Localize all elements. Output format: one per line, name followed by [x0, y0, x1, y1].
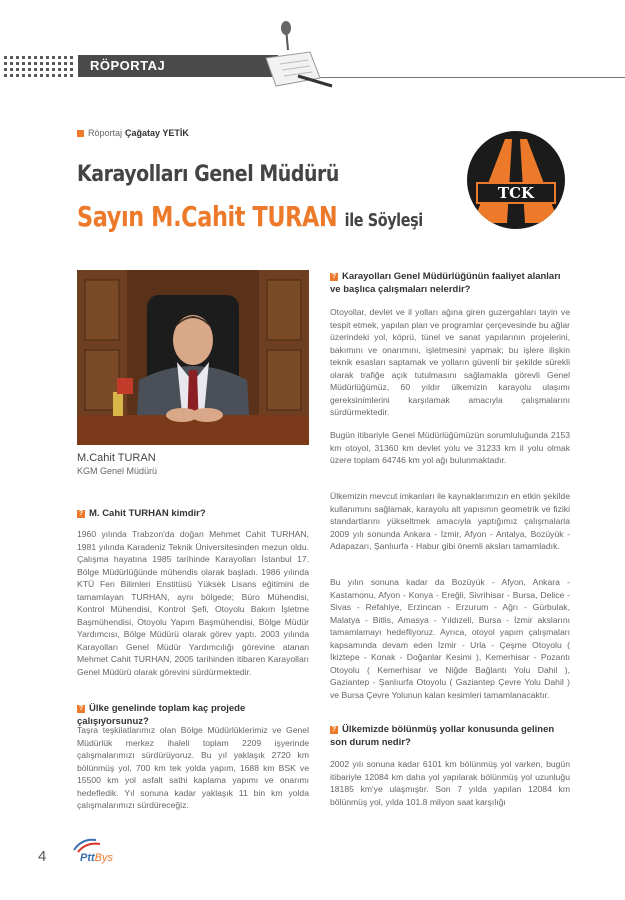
tck-logo [467, 131, 565, 229]
question-mark-icon: ? [331, 273, 337, 280]
question-mark-icon: ? [331, 726, 337, 733]
byline-prefix: Röportaj [88, 128, 123, 138]
question-text: Ülke genelinde toplam kaç projede çalışıyorsunuz? [77, 703, 246, 727]
answer-paragraph: 1960 yılında Trabzon'da doğan Mehmet Cahit TURHAN, 1981 yılında Karadeniz Teknik Üniversitesinden mezun oldu. Çalışma hayatına 1985 tarihinde Karayolları İstanbul 17. Bölge Müdürlüğünde mühendis olarak başladı. 1986 yılında KTÜ Fen Bilimleri Enstitüsü Yüksek Lisans eğitimini de tamamlayan TURHAN, aynı bölgede; Büro Mühendisi, Kontrol Mühendisi, Kontrol Şefi, Otoyolu Bakım İşletme Başmühendisi, Otoyolu Yapım Başmühendisi, Bölge Müdür Yardımcısı, Bölge Müdürü olarak görev yaptı. 2003 yılında Karayolları Genel Müdür Yardımcılığı görevine atanan Mehmet Cahit TURHAN, 2005 tarihinden itibaren Karayolları Genel Müdürü olarak görevini sürdürmektedir. [77, 529, 309, 677]
question-heading [330, 723, 570, 749]
photo-caption-role: KGM Genel Müdürü [77, 466, 158, 476]
title-suffix: ile Söyleşi [344, 210, 423, 231]
answer-paragraph: Bugün itibariyle Genel Müdürlüğümüzün sorumluluğunda 2153 km otoyol, 31360 km devlet yolu ve 31233 km il yolu olmak üzere toplam 64746 km yol ağı bulunmaktadır. [330, 430, 570, 465]
section-title: RÖPORTAJ [90, 58, 166, 73]
question-text: Karayolları Genel Müdürlüğünün faaliyet alanları ve başlıca çalışmaları nelerdir? [330, 271, 561, 295]
question-heading [330, 270, 570, 296]
page-number: 4 [38, 848, 47, 865]
microphone-notepad-icon [258, 20, 338, 92]
tck-road-logo-icon [467, 131, 565, 229]
page-title-line1: Karayolları Genel Müdürü [77, 162, 339, 187]
orange-bullet-icon [77, 130, 84, 137]
brand-sub: Bys [94, 852, 114, 864]
interviewee-name: Sayın M.Cahit TURAN [77, 200, 338, 233]
question-heading [77, 507, 309, 520]
answer-paragraph: Otoyollar, devlet ve il yolları ağına giren guzergahları tayin ve tespit etmek, yapılan plan ve programlar çerçevesinde bu ağlar üzerindeki yol, köprü, tünel ve sanat yapılarının projelerini, bakımını ve onarımını, işletmesini yapmak; bu işlere ilişkin teknik esasları saptamak ve yolların güvenli bir şekilde sürekli olarak trafiğe açık tutulmasını sağlamakla görevli Genel Müdürlüğümüz, 60 yıldır ülkemizin karayolu ulaşımı gereksinimlerini karşılamak amacıyla çalışmalarını sürdürmektedir. [330, 307, 570, 417]
page-title-line2 [77, 200, 423, 233]
logo-text: TCK [497, 184, 535, 202]
answer-paragraph: Ülkemizin mevcut imkanları ile kaynaklarımızın en etkin şekilde kullanımını sağlamak, karayolu alt yapısının geometrik ve fiziki standartlarını yükseltmek amacıyla yaptığımız çalışmalarla 2009 yılı sonunda Ankara - İzmir, Afyon - Antalya, Bozüyük - Adapazarı, Şanlıurfa - Habur gibi önemli aksları tamamladık. [330, 491, 570, 551]
header-dot-pattern [0, 52, 76, 78]
question-text: M. Cahit TURHAN kimdir? [89, 508, 206, 519]
question-mark-icon: ? [78, 705, 84, 712]
interviewee-photo [77, 270, 309, 445]
answer-paragraph: Bu yılın sonuna kadar da Bozüyük - Afyon, Ankara - Kastamonu, Afyon - Konya - Ereğli, Sivrihisar - Bursa, Delice - Sivas - Refahiye, Erzincan - Erzurum - Ağrı - Gürbulak, Malatya - Bitlis, Amasya - Yıldızeli, Bursa - İzmir akslarını tamamlamayı hedefliyoruz. Ayrıca, otoyol yapım çalışmaları kapsamında devam eden İzmir - Urla - Çeşme Otoyolu ( İkiztepe - Konak - Doğanlar Kesimi ), Kemerhisar - Pozantı Otoyolu ( Kemerhisar ve Niğde Bağlantı Yolu Dahil ), Gaziantep - Şanlıurfa Otoyolu ( Gaziantep Çevre Yolu Dahil ) ve Bursa Çevre Yolunun kalan kesimleri tamamlanacaktır. [330, 577, 570, 700]
portrait-image [77, 270, 309, 445]
question-text: Ülkemizde bölünmüş yollar konusunda gelinen son durum nedir? [330, 724, 555, 748]
question-mark-icon: ? [78, 510, 84, 517]
byline [77, 128, 189, 138]
brand-main: Ptt [80, 852, 95, 864]
byline-author: Çağatay YETİK [125, 128, 189, 138]
answer-paragraph: 2002 yılı sonuna kadar 6101 km bölünmüş yol varken, bugün itibariyle 12084 km daha yol yapılarak bölünmüş yol uzunluğu 18185 km'ye ulaşmıştır. Son 7 yılda yapılan 12084 km bölünmüş yol, yılda 101.8 milyon saat karşılığı [330, 759, 570, 807]
photo-caption-name: M.Cahit TURAN [77, 452, 156, 464]
answer-paragraph: Taşra teşkilatlarımız olan Bölge Müdürlüklerimiz ve Genel Müdürlük merkez ihaleli toplam 2209 işyerinde çalışmalarımızı sürdürüyoruz. Bu yıl yaklaşık 2720 km bölünmüş yol, 700 km tek yolda yapım, 1688 km BSK ve 15500 km yol asfalt sathi kaplama yapımı ve onarımı hedefledik. Yıl sonuna kadar yaklaşık 11 bin km yolda çalışmalarımızı sürdüreceğiz. [77, 725, 309, 810]
pttbys-logo [80, 852, 113, 864]
